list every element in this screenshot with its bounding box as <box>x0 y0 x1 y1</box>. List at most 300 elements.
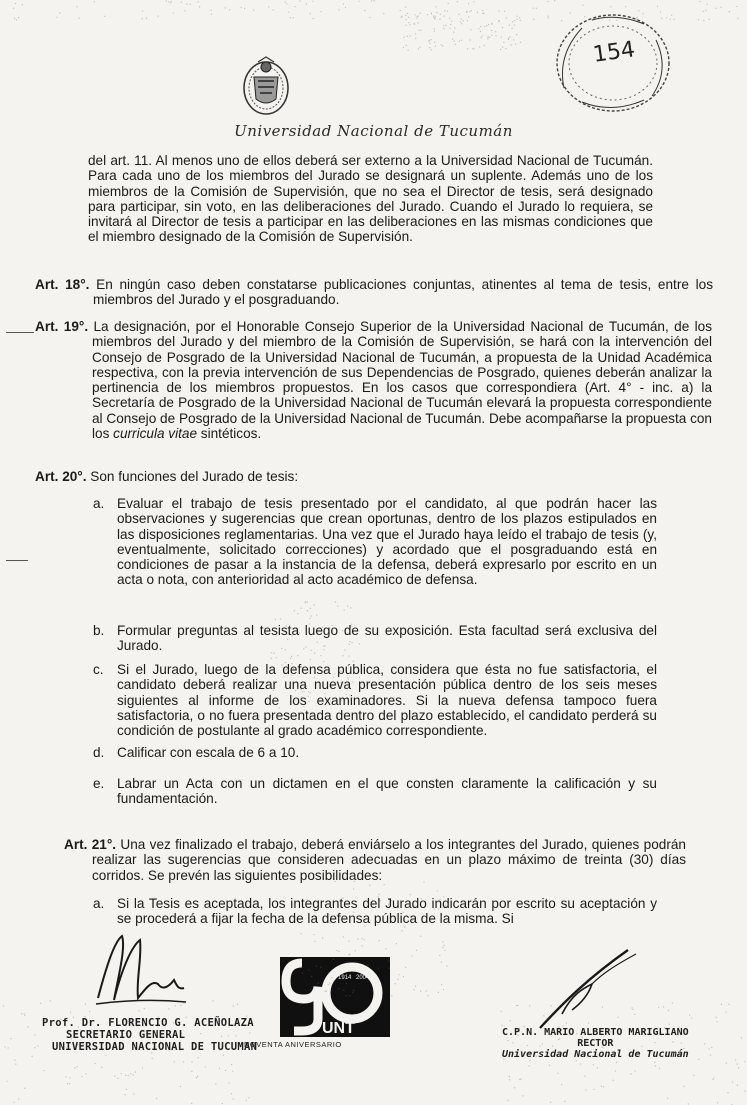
speckle-dot <box>253 10 254 11</box>
speckle-dot <box>453 32 454 33</box>
speckle-dot <box>550 1102 551 1103</box>
speckle-dot <box>223 1055 224 1056</box>
speckle-dot <box>3 1005 4 1006</box>
list-item-text: Labrar un Acta con un dictamen en el que consten claramente la calificación y su fundamentación. <box>117 776 657 807</box>
speckle-dot <box>121 1073 122 1074</box>
speckle-dot <box>16 19 17 20</box>
list-item-text: Calificar con escala de 6 a 10. <box>117 745 300 760</box>
speckle-dot <box>452 39 453 40</box>
speckle-dot <box>168 1 169 2</box>
speckle-dot <box>407 13 408 14</box>
speckle-dot <box>508 1100 509 1101</box>
speckle-dot <box>407 36 408 37</box>
speckle-dot <box>514 20 515 21</box>
speckle-dot <box>297 613 298 614</box>
speckle-dot <box>76 6 77 7</box>
speckle-dot <box>342 655 343 656</box>
speckle-dot <box>548 17 549 18</box>
speckle-dot <box>434 31 435 32</box>
margin-mark <box>6 332 34 333</box>
speckle-dot <box>737 18 738 19</box>
speckle-dot <box>297 655 298 656</box>
speckle-dot <box>105 1055 106 1056</box>
speckle-dot <box>285 2 286 3</box>
speckle-dot <box>117 1078 118 1079</box>
speckle-dot <box>219 1068 220 1069</box>
speckle-dot <box>473 48 474 49</box>
speckle-dot <box>294 6 295 7</box>
speckle-dot <box>50 1000 51 1001</box>
speckle-dot <box>44 1070 45 1071</box>
speckle-dot <box>520 42 521 43</box>
speckle-dot <box>710 1055 711 1056</box>
speckle-dot <box>533 8 534 9</box>
article-text-italic: curricula vitae <box>113 426 198 442</box>
speckle-dot <box>420 936 421 937</box>
speckle-dot <box>585 1089 586 1090</box>
speckle-dot <box>461 23 462 24</box>
speckle-dot <box>18 17 19 18</box>
speckle-dot <box>7 1081 8 1082</box>
speckle-dot <box>450 24 451 25</box>
speckle-dot <box>417 16 418 17</box>
speckle-dot <box>426 990 427 991</box>
speckle-dot <box>735 1059 736 1060</box>
speckle-dot <box>398 974 399 975</box>
speckle-dot <box>693 1075 694 1076</box>
speckle-dot <box>501 1011 502 1012</box>
article-text: La designación, por el Honorable Consejo Superior de la Universidad Nacional de Tucumán, de los miembros del Jurado y del miembro de la Comisión de Supervisión, se hará con la intervención del Consejo de Posgrado de la Universidad Nacional de Tucumán, a propuesta de la Unidad Académica respectiva, con la previa intervención de sus Dependencias de Posgrado, quienes deberán analizar la pertinencia de los miembros propuestos. En los casos que correspondiera (Art. 4° - inc. a) la Secretaría de Posgrado de la Universidad Nacional de Tucumán elevará la propuesta correspondiente al Consejo de Posgrado de la Universidad Nacional de Tucumán. Debe acompañarse la propuesta con los <box>88 319 712 442</box>
speckle-dot <box>443 25 444 26</box>
speckle-dot <box>716 1021 717 1022</box>
speckle-dot <box>280 618 281 619</box>
speckle-dot <box>469 11 470 12</box>
speckle-dot <box>717 1102 718 1103</box>
speckle-dot <box>40 1003 41 1004</box>
speckle-dot <box>406 19 407 20</box>
speckle-dot <box>408 17 409 18</box>
logo-year-end: 2004 <box>356 975 370 981</box>
speckle-dot <box>403 976 404 977</box>
speckle-dot <box>584 1076 585 1077</box>
speckle-dot <box>434 18 435 19</box>
speckle-dot <box>232 1071 233 1072</box>
article-text: En ningún caso deben constatarse publicaciones conjuntas, atinentes al tema de tesis, entre los miembros del Jurado y el posgraduando. <box>89 277 713 308</box>
speckle-dot <box>510 1020 511 1021</box>
signature-left-icon <box>92 928 188 1010</box>
speckle-dot <box>467 48 468 49</box>
speckle-dot <box>448 3 449 4</box>
speckle-dot <box>104 16 105 17</box>
speckle-dot <box>418 48 419 49</box>
speckle-dot <box>338 951 339 952</box>
speckle-dot <box>312 1 313 2</box>
speckle-dot <box>271 658 272 659</box>
speckle-dot <box>495 35 496 36</box>
speckle-dot <box>114 1076 115 1077</box>
speckle-dot <box>443 989 444 990</box>
speckle-dot <box>657 6 658 7</box>
university-title: Universidad Nacional de Tucumán <box>234 122 513 140</box>
speckle-dot <box>246 1100 247 1101</box>
speckle-dot <box>418 16 419 17</box>
speckle-dot <box>401 16 402 17</box>
speckle-dot <box>442 941 443 942</box>
speckle-dot <box>233 1098 234 1099</box>
speckle-dot <box>413 23 414 24</box>
speckle-dot <box>431 13 432 14</box>
speckle-dot <box>529 1060 530 1061</box>
speckle-dot <box>658 1007 659 1008</box>
speckle-dot <box>65 1076 66 1077</box>
speckle-dot <box>306 3 307 4</box>
speckle-dot <box>349 954 350 955</box>
speckle-dot <box>511 44 512 45</box>
speckle-dot <box>24 1013 25 1014</box>
speckle-dot <box>310 616 311 617</box>
speckle-dot <box>499 10 500 11</box>
speckle-dot <box>403 47 404 48</box>
speckle-dot <box>305 602 306 603</box>
speckle-dot <box>449 18 450 19</box>
speckle-dot <box>672 1002 673 1003</box>
speckle-dot <box>429 43 430 44</box>
speckle-dot <box>403 37 404 38</box>
folio-number: 154 <box>591 37 637 68</box>
speckle-dot <box>437 890 438 891</box>
speckle-dot <box>275 619 276 620</box>
speckle-dot <box>67 1083 68 1084</box>
speckle-dot <box>698 1059 699 1060</box>
speckle-dot <box>391 995 392 996</box>
speckle-dot <box>415 14 416 15</box>
speckle-dot <box>519 17 520 18</box>
speckle-dot <box>401 930 402 931</box>
speckle-dot <box>364 939 365 940</box>
speckle-dot <box>482 10 483 11</box>
speckle-dot <box>69 1077 70 1078</box>
speckle-dot <box>442 947 443 948</box>
speckle-dot <box>516 16 517 17</box>
speckle-dot <box>301 933 302 934</box>
speckle-dot <box>727 1092 728 1093</box>
speckle-dot <box>77 1066 78 1067</box>
speckle-dot <box>466 12 467 13</box>
speckle-dot <box>130 1073 131 1074</box>
speckle-dot <box>484 45 485 46</box>
speckle-dot <box>580 1063 581 1064</box>
speckle-dot <box>13 8 14 9</box>
speckle-dot <box>24 1015 25 1016</box>
speckle-dot <box>519 1079 520 1080</box>
speckle-dot <box>625 6 626 7</box>
speckle-dot <box>322 937 323 938</box>
speckle-dot <box>427 995 428 996</box>
speckle-dot <box>470 29 471 30</box>
speckle-dot <box>305 601 306 602</box>
speckle-dot <box>339 9 340 10</box>
speckle-dot <box>310 618 311 619</box>
speckle-dot <box>437 12 438 13</box>
speckle-dot <box>468 16 469 17</box>
speckle-dot <box>593 1089 594 1090</box>
speckle-dot <box>197 1076 198 1077</box>
speckle-dot <box>439 955 440 956</box>
speckle-dot <box>291 656 292 657</box>
speckle-dot <box>554 0 555 1</box>
speckle-dot <box>703 11 704 12</box>
speckle-dot <box>286 3 287 4</box>
speckle-dot <box>415 38 416 39</box>
speckle-dot <box>313 934 314 935</box>
speckle-dot <box>737 1085 738 1086</box>
speckle-dot <box>37 1045 38 1046</box>
speckle-dot <box>353 889 354 890</box>
speckle-dot <box>398 979 399 980</box>
speckle-dot <box>506 17 507 18</box>
speckle-dot <box>712 1079 713 1080</box>
article-text: Son funciones del Jurado de tesis: <box>86 469 299 484</box>
speckle-dot <box>74 1067 75 1068</box>
list-item-letter: e. <box>93 776 105 791</box>
speckle-dot <box>128 1075 129 1076</box>
article-text: Una vez finalizado el trabajo, deberá enviárselo a los integrantes del Jurado, quienes podrán realizar las sugerencias que consideren adecuadas en un plazo máximo de treinta (30) días corridos. Se prevén las siguientes posibilidades: <box>92 837 686 883</box>
speckle-dot <box>229 1082 230 1083</box>
list-item-letter: a. <box>93 896 105 911</box>
speckle-dot <box>495 31 496 32</box>
speckle-dot <box>400 10 401 11</box>
speckle-dot <box>191 1061 192 1062</box>
speckle-dot <box>444 945 445 946</box>
list-item-text: Evaluar el trabajo de tesis presentado por el candidato, al que podrán hacer las observaciones y sugerencias que crean oportunas, dentro de los plazos estipulados en las disposiciones reglamentarias. Una vez que el Jurado haya leído el trabajo de tesis (y, eventualmente, solicitado correcciones) y acordado que el posgraduando está en condiciones de pasar a la instancia de la defensa, deberá expresarlo por escrito en un acta o nota, con anterioridad al acto académico de defensa. <box>117 496 657 588</box>
speckle-dot <box>410 24 411 25</box>
speckle-dot <box>301 608 302 609</box>
speckle-dot <box>663 1006 664 1007</box>
speckle-dot <box>509 1076 510 1077</box>
speckle-dot <box>482 13 483 14</box>
signatory-left-institution: UNIVERSIDAD NACIONAL DE TUCUMAN <box>52 1041 258 1053</box>
speckle-dot <box>520 1078 521 1079</box>
speckle-dot <box>503 42 504 43</box>
speckle-dot <box>610 6 611 7</box>
speckle-dot <box>348 941 349 942</box>
speckle-dot <box>34 1034 35 1035</box>
speckle-dot <box>520 20 521 21</box>
speckle-dot <box>498 21 499 22</box>
speckle-dot <box>69 1083 70 1084</box>
speckle-dot <box>513 39 514 40</box>
list-item-text: Si la Tesis es aceptada, los integrantes del Jurado indicarán por escrito su aceptación y se procederá a fijar la fecha de la defensa pública de la misma. Si <box>117 896 657 927</box>
speckle-dot <box>273 9 274 10</box>
speckle-dot <box>459 41 460 42</box>
speckle-dot <box>435 46 436 47</box>
speckle-dot <box>704 1043 705 1044</box>
article-label: Art. 18°. <box>35 277 90 292</box>
speckle-dot <box>564 1101 565 1102</box>
speckle-dot <box>517 19 518 20</box>
speckle-dot <box>211 14 212 15</box>
speckle-dot <box>654 1062 655 1063</box>
speckle-dot <box>348 655 349 656</box>
speckle-dot <box>336 950 337 951</box>
signatory-left-name: Prof. Dr. FLORENCIO G. ACEÑOLAZA <box>42 1017 254 1029</box>
speckle-dot <box>601 1086 602 1087</box>
speckle-dot <box>512 21 513 22</box>
speckle-dot <box>547 16 548 17</box>
list-item <box>93 745 657 760</box>
speckle-dot <box>738 1067 739 1068</box>
speckle-dot <box>504 11 505 12</box>
speckle-dot <box>225 7 226 8</box>
speckle-dot <box>183 1061 184 1062</box>
speckle-dot <box>486 25 487 26</box>
speckle-dot <box>231 1064 232 1065</box>
speckle-dot <box>404 927 405 928</box>
speckle-dot <box>24 1088 25 1089</box>
speckle-dot <box>635 1070 636 1071</box>
speckle-dot <box>711 1047 712 1048</box>
speckle-dot <box>343 936 344 937</box>
list-item <box>93 662 657 739</box>
speckle-dot <box>434 18 435 19</box>
logo-year-start: 1914 <box>338 975 352 981</box>
speckle-dot <box>491 24 492 25</box>
speckle-dot <box>244 8 245 9</box>
speckle-dot <box>716 8 717 9</box>
speckle-dot <box>512 28 513 29</box>
article-label: Art. 19°. <box>35 319 89 334</box>
speckle-dot <box>125 1075 126 1076</box>
speckle-dot <box>22 4 23 5</box>
list-item-text: Formular preguntas al tesista luego de su exposición. Esta facultad será exclusiva del Jurado. <box>117 623 657 654</box>
speckle-dot <box>205 1066 206 1067</box>
speckle-dot <box>314 604 315 605</box>
speckle-dot <box>174 1061 175 1062</box>
speckle-dot <box>433 15 434 16</box>
speckle-dot <box>350 607 351 608</box>
speckle-dot <box>431 49 432 50</box>
speckle-dot <box>343 3 344 4</box>
speckle-dot <box>445 25 446 26</box>
speckle-dot <box>428 41 429 42</box>
speckle-dot <box>466 11 467 12</box>
speckle-dot <box>81 1076 82 1077</box>
speckle-dot <box>171 1 172 2</box>
speckle-dot <box>405 7 406 8</box>
article-20 <box>35 469 655 484</box>
signatory-right-institution: Universidad Nacional de Tucumán <box>502 1049 689 1060</box>
speckle-dot <box>501 1025 502 1026</box>
speckle-dot <box>191 1103 192 1104</box>
speckle-dot <box>615 1070 616 1071</box>
article-19 <box>35 319 712 441</box>
speckle-dot <box>362 938 363 939</box>
speckle-dot <box>721 1004 722 1005</box>
speckle-dot <box>707 4 708 5</box>
speckle-dot <box>358 1 359 2</box>
speckle-dot <box>708 1048 709 1049</box>
speckle-dot <box>463 20 464 21</box>
speckle-dot <box>101 1067 102 1068</box>
speckle-dot <box>529 1065 530 1066</box>
speckle-dot <box>142 10 143 11</box>
speckle-dot <box>152 1058 153 1059</box>
speckle-dot <box>480 26 481 27</box>
speckle-dot <box>181 2 182 3</box>
speckle-dot <box>14 1102 15 1103</box>
speckle-dot <box>698 19 699 20</box>
speckle-dot <box>468 3 469 4</box>
speckle-dot <box>501 36 502 37</box>
speckle-dot <box>313 18 314 19</box>
speckle-dot <box>225 1070 226 1071</box>
list-item <box>93 776 657 807</box>
speckle-dot <box>533 19 534 20</box>
speckle-dot <box>458 14 459 15</box>
speckle-dot <box>593 1064 594 1065</box>
speckle-dot <box>310 13 311 14</box>
speckle-dot <box>429 40 430 41</box>
speckle-dot <box>517 1005 518 1006</box>
speckle-dot <box>15 1064 16 1065</box>
speckle-dot <box>373 0 374 1</box>
speckle-dot <box>290 658 291 659</box>
speckle-dot <box>669 1024 670 1025</box>
speckle-dot <box>355 950 356 951</box>
speckle-dot <box>142 1067 143 1068</box>
speckle-dot <box>691 1018 692 1019</box>
speckle-dot <box>231 1093 232 1094</box>
speckle-dot <box>211 10 212 11</box>
speckle-dot <box>384 884 385 885</box>
speckle-dot <box>405 967 406 968</box>
speckle-dot <box>716 1017 717 1018</box>
speckle-dot <box>442 45 443 46</box>
speckle-dot <box>454 41 455 42</box>
speckle-dot <box>345 7 346 8</box>
speckle-dot <box>488 36 489 37</box>
speckle-dot <box>248 1097 249 1098</box>
speckle-dot <box>451 21 452 22</box>
speckle-dot <box>237 1004 238 1005</box>
speckle-dot <box>689 1015 690 1016</box>
speckle-dot <box>396 943 397 944</box>
speckle-dot <box>344 610 345 611</box>
speckle-dot <box>603 1086 604 1087</box>
speckle-dot <box>457 1 458 2</box>
speckle-dot <box>383 13 384 14</box>
speckle-dot <box>314 941 315 942</box>
speckle-dot <box>142 18 143 19</box>
speckle-dot <box>549 1065 550 1066</box>
speckle-dot <box>371 1 372 2</box>
speckle-dot <box>443 28 444 29</box>
logo-caption: NOVENTA ANIVERSARIO <box>244 1040 342 1049</box>
speckle-dot <box>408 22 409 23</box>
speckle-dot <box>444 16 445 17</box>
signatory-right-name: C.P.N. MARIO ALBERTO MARIGLIANO <box>502 1027 689 1038</box>
speckle-dot <box>139 1010 140 1011</box>
speckle-dot <box>455 44 456 45</box>
speckle-dot <box>191 1071 192 1072</box>
speckle-dot <box>166 1 167 2</box>
speckle-dot <box>70 1012 71 1013</box>
speckle-dot <box>461 18 462 19</box>
speckle-dot <box>536 8 537 9</box>
signatory-left-role: SECRETARIO GENERAL <box>66 1029 186 1041</box>
speckle-dot <box>133 1093 134 1094</box>
speckle-dot <box>337 606 338 607</box>
